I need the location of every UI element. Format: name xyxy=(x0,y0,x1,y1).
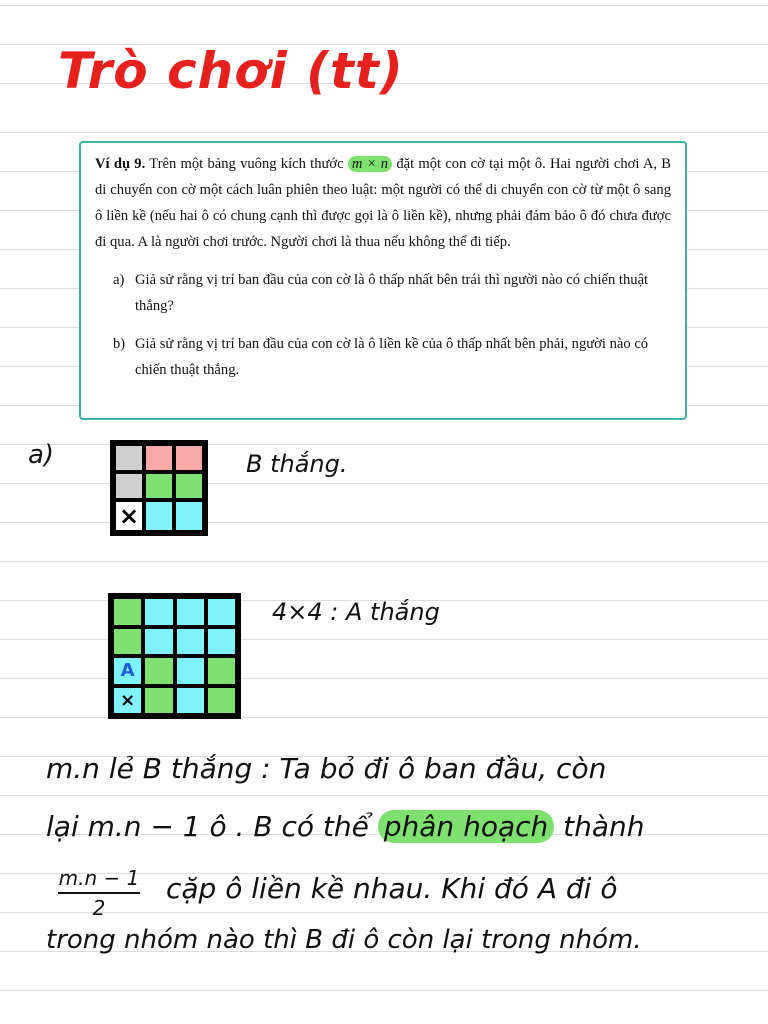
grid3-result: B thắng. xyxy=(246,450,348,478)
grid3-cell xyxy=(114,472,144,500)
note-line-3: cặp ô liền kề nhau. Khi đó A đi ô xyxy=(166,872,618,905)
grid4-cell xyxy=(112,627,143,657)
grid4-cell: × xyxy=(112,686,143,716)
grid4-cell xyxy=(175,686,206,716)
note-line-2-after: thành xyxy=(563,810,645,843)
note-line-2 xyxy=(46,810,645,843)
part-a-label: a) xyxy=(28,440,55,470)
grid4-cell xyxy=(206,656,237,686)
note-line-2-before: lại m.n − 1 ô . B có thể xyxy=(46,810,369,843)
partition-highlight: phân hoạch xyxy=(378,810,555,843)
question-a-label: a) xyxy=(113,272,125,288)
example-text-after: đặt một con cờ tại một ô. Hai người chơi A, B di chuyển con cờ một cách luân phiên theo luật: một người có thể di chuyển con cờ từ một ô sang ô liền kề (nếu hai ô có chung cạnh thì được gọi là ô liền kề), nhưng phải đảm bảo ô đó chưa được đi qua. A là người chơi trước. Người chơi là thua nếu không thể đi tiếp. xyxy=(95,156,672,250)
grid4-cell xyxy=(175,597,206,627)
grid3-cell xyxy=(144,500,174,532)
grid4-cell xyxy=(175,656,206,686)
grid4-cell xyxy=(206,686,237,716)
grid4-cell xyxy=(206,627,237,657)
note-line-4: trong nhóm nào thì B đi ô còn lại trong nhóm. xyxy=(46,925,642,955)
example-text-before: Trên một bảng vuông kích thước xyxy=(149,156,344,172)
grid4-cell xyxy=(175,627,206,657)
grid4-result: 4×4 : A thắng xyxy=(272,598,440,626)
grid4-cell xyxy=(143,686,174,716)
grid4-cell: A xyxy=(112,656,143,686)
example-label: Ví dụ 9. xyxy=(95,156,146,172)
grid4-cell xyxy=(143,627,174,657)
question-b xyxy=(95,331,671,383)
grid-3x3 xyxy=(110,440,208,536)
question-b-label: b) xyxy=(113,336,126,352)
grid3-cell: × xyxy=(114,500,144,532)
pair-count-fraction xyxy=(58,866,140,920)
note-line-1: m.n lẻ B thắng : Ta bỏ đi ô ban đầu, còn xyxy=(46,752,607,785)
grid-4x4 xyxy=(108,593,241,719)
grid3-cell xyxy=(174,500,204,532)
grid4-cell xyxy=(143,597,174,627)
question-a-text: Giả sử rằng vị trí ban đầu của con cờ là ô thấp nhất bên trái thì người nào có chiến thuật thắng? xyxy=(135,272,649,314)
example-box xyxy=(79,141,687,420)
dimension-highlight: m × n xyxy=(348,156,392,172)
grid3-cell xyxy=(144,472,174,500)
fraction-denominator: 2 xyxy=(92,896,106,920)
fraction-bar xyxy=(58,892,140,894)
grid4-cell xyxy=(112,597,143,627)
grid3-cell xyxy=(174,472,204,500)
example-statement xyxy=(95,151,671,255)
fraction-numerator: m.n − 1 xyxy=(58,866,140,890)
grid3-cell xyxy=(114,444,144,472)
page-heading: Trò chơi (tt) xyxy=(58,42,404,100)
grid4-cell xyxy=(206,597,237,627)
grid3-cell xyxy=(144,444,174,472)
question-b-text: Giả sử rằng vị trí ban đầu của con cờ là ô liền kề của ô thấp nhất bên phải, người nào có chiến thuật thắng. xyxy=(135,336,649,378)
grid3-cell xyxy=(174,444,204,472)
grid4-cell xyxy=(143,656,174,686)
question-a xyxy=(95,267,671,319)
